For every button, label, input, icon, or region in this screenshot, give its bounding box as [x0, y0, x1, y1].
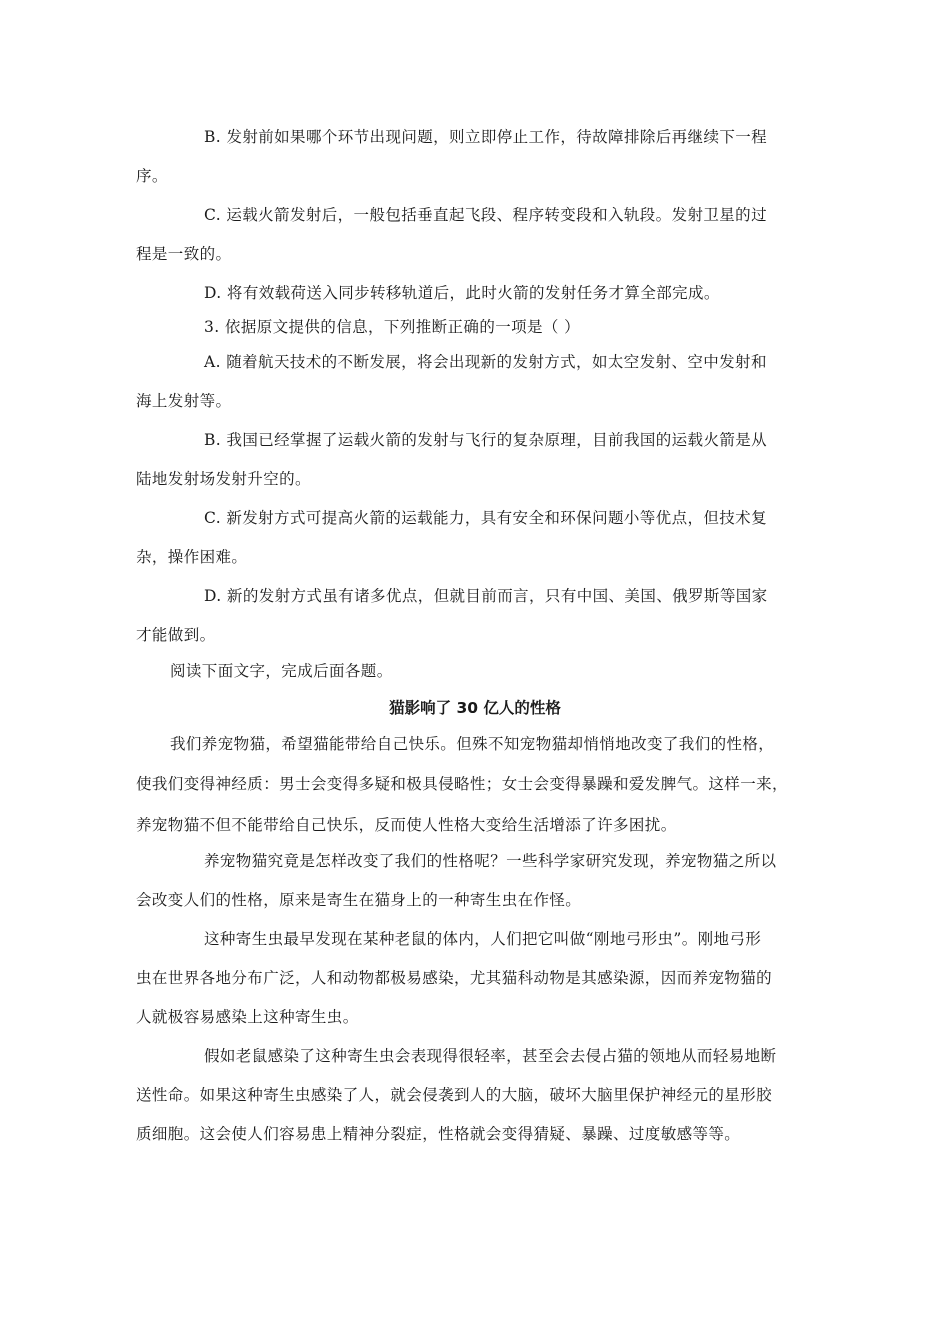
q2-option-c-line-2: 程是一致的。 [136, 245, 232, 263]
q2-option-c-line-1: C. 运载火箭发射后，一般包括垂直起飞段、程序转变段和入轨段。发射卫星的过 [204, 206, 767, 224]
q3-option-a-line-2: 海上发射等。 [136, 392, 232, 410]
q3-stem: 3. 依据原文提供的信息，下列推断正确的一项是（ ） [204, 318, 581, 336]
q3-option-d-line-1: D. 新的发射方式虽有诸多优点，但就目前而言，只有中国、美国、俄罗斯等国家 [204, 587, 768, 605]
article-p2-line-2: 会改变人们的性格，原来是寄生在猫身上的一种寄生虫在作怪。 [136, 891, 582, 909]
article-p1-line-1: 我们养宠物猫，希望猫能带给自己快乐。但殊不知宠物猫却悄悄地改变了我们的性格， [170, 735, 775, 753]
article-p3-line-3: 人就极容易感染上这种寄生虫。 [136, 1008, 359, 1026]
article-p4-line-1: 假如老鼠感染了这种寄生虫会表现得很轻率，甚至会去侵占猫的领地从而轻易地断 [204, 1047, 777, 1065]
article-p4-line-2: 送性命。如果这种寄生虫感染了人，就会侵袭到人的大脑，破坏大脑里保护神经元的星形胶 [136, 1086, 773, 1104]
q3-option-b-line-2: 陆地发射场发射升空的。 [136, 470, 311, 488]
q3-option-b-line-1: B. 我国已经掌握了运载火箭的发射与飞行的复杂原理，目前我国的运载火箭是从 [204, 431, 768, 449]
q2-option-d-line-1: D. 将有效载荷送入同步转移轨道后，此时火箭的发射任务才算全部完成。 [204, 284, 720, 302]
q3-option-c-line-2: 杂，操作困难。 [136, 548, 248, 566]
reading-instruction: 阅读下面文字，完成后面各题。 [170, 662, 393, 680]
article-title: 猫影响了 30 亿人的性格 [389, 699, 561, 717]
article-p2-line-1: 养宠物猫究竟是怎样改变了我们的性格呢？一些科学家研究发现，养宠物猫之所以 [204, 852, 777, 870]
q3-option-d-line-2: 才能做到。 [136, 626, 216, 644]
article-p4-line-3: 质细胞。这会使人们容易患上精神分裂症，性格就会变得猜疑、暴躁、过度敏感等等。 [136, 1125, 741, 1143]
q3-option-c-line-1: C. 新发射方式可提高火箭的运载能力，具有安全和环保问题小等优点，但技术复 [204, 509, 767, 527]
article-p1-line-2: 使我们变得神经质：男士会变得多疑和极具侵略性；女士会变得暴躁和爱发脾气。这样一来， [136, 775, 788, 793]
article-p1-line-3: 养宠物猫不但不能带给自己快乐，反而使人性格大变给生活增添了许多困扰。 [136, 816, 677, 834]
q2-option-b-line-2: 序。 [136, 167, 168, 185]
q3-option-a-line-1: A. 随着航天技术的不断发展，将会出现新的发射方式，如太空发射、空中发射和 [204, 353, 767, 371]
q2-option-b-line-1: B. 发射前如果哪个环节出现问题，则立即停止工作，待故障排除后再继续下一程 [204, 128, 768, 146]
article-p3-line-2: 虫在世界各地分布广泛，人和动物都极易感染，尤其猫科动物是其感染源，因而养宠物猫的 [136, 969, 773, 987]
article-p3-line-1: 这种寄生虫最早发现在某种老鼠的体内，人们把它叫做“刚地弓形虫”。刚地弓形 [204, 930, 762, 948]
